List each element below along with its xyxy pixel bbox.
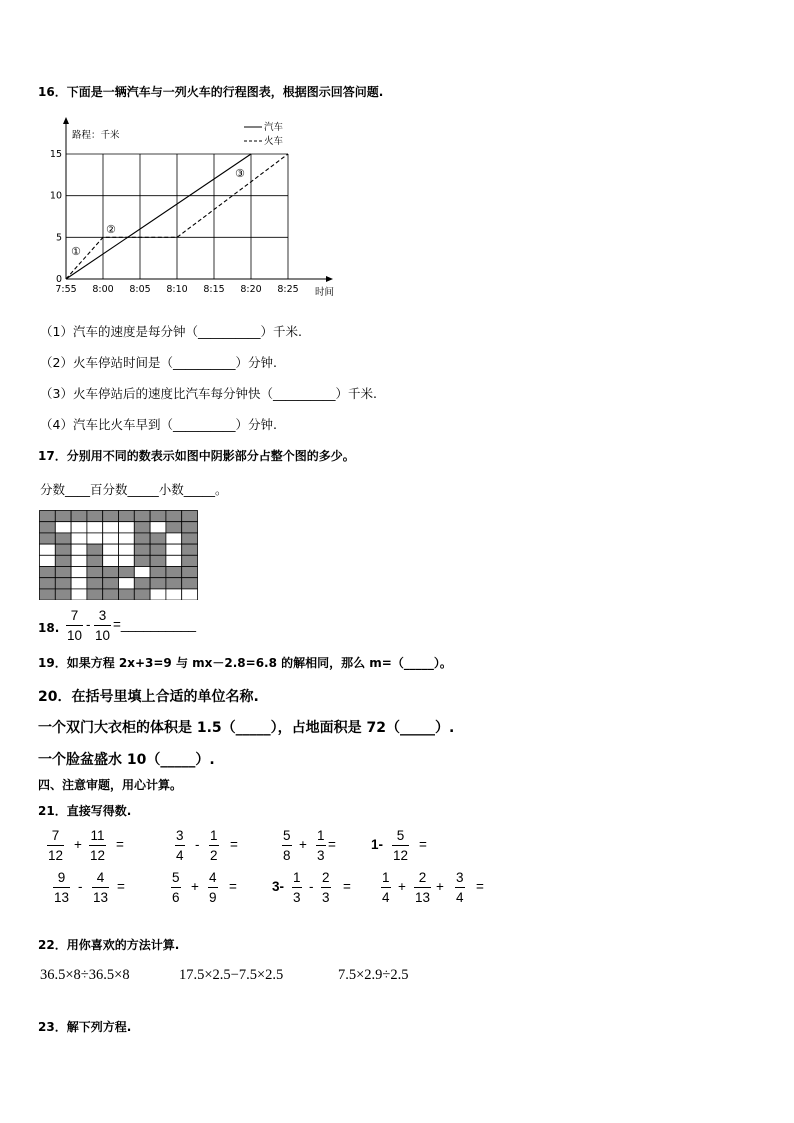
q21-r1e1-op: +	[74, 837, 82, 852]
shaded-cell	[103, 589, 119, 600]
x-tick-label: 8:00	[92, 284, 114, 295]
chart-legend	[244, 121, 284, 147]
q21-r1e1-b: 11 12	[90, 828, 106, 863]
blank-cell	[103, 522, 119, 533]
shaded-cell	[87, 544, 103, 555]
q22-expr-3: 7.5×2.9÷2.5	[338, 967, 409, 983]
shaded-cell	[40, 589, 56, 600]
q23-title: 23．解下列方程.	[38, 1020, 132, 1034]
q21-r1e2-op: -	[195, 837, 200, 852]
blank-cell	[182, 589, 198, 600]
q17-answer-line: 分数____百分数_____小数_____。	[40, 482, 228, 497]
q21-r2e3-op: -	[309, 879, 314, 894]
x-axis-label: 时间	[315, 287, 335, 298]
q16-item-4: （4）汽车比火车早到（__________）分钟.	[40, 417, 277, 432]
shaded-cell	[166, 567, 182, 578]
shaded-cell	[134, 555, 150, 566]
y-tick-label: 15	[49, 149, 62, 160]
shaded-cell	[119, 567, 135, 578]
shaded-cell	[150, 544, 166, 555]
q21-r2e4-op2: +	[436, 879, 444, 894]
q21-r1e4-eq: =	[419, 837, 427, 852]
shaded-cell	[87, 511, 103, 522]
blank-cell	[119, 522, 135, 533]
blank-cell	[103, 533, 119, 544]
shaded-cell	[166, 522, 182, 533]
blank-cell	[71, 589, 87, 600]
shaded-cell	[87, 578, 103, 589]
q18-minus: -	[86, 617, 91, 632]
shaded-cell	[166, 578, 182, 589]
q16-item-1: （1）汽车的速度是每分钟（__________）千米.	[40, 324, 302, 339]
shaded-cell	[166, 511, 182, 522]
q18-fraction-2	[94, 608, 111, 643]
blank-cell	[166, 589, 182, 600]
q21-r2e4-op1: +	[398, 879, 406, 894]
y-tick-label: 10	[49, 190, 62, 202]
shaded-cell	[119, 589, 135, 600]
shaded-cell	[55, 511, 71, 522]
q22-expr-1: 36.5×8÷36.5×8	[40, 967, 130, 983]
shaded-cell	[87, 589, 103, 600]
blank-cell	[71, 533, 87, 544]
shaded-cell	[150, 567, 166, 578]
shaded-cell	[150, 578, 166, 589]
y-tick-label: 0	[55, 274, 62, 285]
shaded-cell	[134, 522, 150, 533]
q21-r1e4-pre: 1-	[371, 837, 384, 852]
q21-r2e4-c: 3 4	[456, 870, 464, 905]
shaded-cell	[55, 578, 71, 589]
shaded-cell	[134, 511, 150, 522]
shaded-cell	[134, 544, 150, 555]
marker-2: ②	[106, 223, 116, 236]
shaded-cell	[55, 589, 71, 600]
q18-equals-blank: =__________	[113, 617, 196, 632]
q21-r2e3-eq: =	[343, 879, 351, 894]
x-tick-label: 8:25	[277, 284, 299, 295]
blank-cell	[150, 522, 166, 533]
q21-r1e3-a: 5 8	[283, 828, 291, 863]
denominator: 10	[67, 628, 83, 643]
shaded-cell	[134, 578, 150, 589]
x-tick-label: 7:55	[55, 284, 77, 295]
blank-cell	[103, 544, 119, 555]
shaded-cell	[40, 567, 56, 578]
shaded-cell	[103, 567, 119, 578]
blank-cell	[103, 555, 119, 566]
denominator: 10	[95, 628, 111, 643]
shaded-cell	[40, 578, 56, 589]
section-4-title: 四、注意审题，用心计算。	[38, 778, 183, 792]
shaded-cell	[182, 533, 198, 544]
q19-text: 19．如果方程 2x+3=9 与 mx－2.8=6.8 的解相同，那么 m=（_____）。	[38, 656, 452, 670]
q21-r2e1-eq: =	[117, 879, 125, 894]
blank-cell	[71, 567, 87, 578]
shaded-cell	[182, 555, 198, 566]
q21-r1e1-eq: =	[116, 837, 124, 852]
q18-fraction-1	[66, 608, 83, 643]
shaded-cell	[87, 555, 103, 566]
blank-cell	[71, 522, 87, 533]
blank-cell	[119, 578, 135, 589]
shaded-cell	[182, 578, 198, 589]
blank-cell	[87, 533, 103, 544]
q17-title: 17．分别用不同的数表示如图中阴影部分占整个图的多少。	[38, 449, 355, 463]
q21-r1e4-b: 5 12	[393, 828, 409, 863]
q21-title: 21．直接写得数.	[38, 804, 132, 818]
q20-title: 20．在括号里填上合适的单位名称.	[38, 689, 259, 705]
x-tick-label: 8:05	[129, 284, 151, 295]
q21-r1e3-b: 1 3	[317, 828, 325, 863]
shaded-cell	[87, 567, 103, 578]
blank-cell	[166, 555, 182, 566]
blank-cell	[40, 544, 56, 555]
q21-r2e4-a: 1 4	[382, 870, 390, 905]
shaded-cell	[55, 555, 71, 566]
blank-cell	[134, 567, 150, 578]
q21-r2e1-op: -	[78, 879, 83, 894]
q21-r2e3-b: 2 3	[322, 870, 330, 905]
blank-cell	[55, 522, 71, 533]
shaded-cell	[55, 567, 71, 578]
q21-r2e1-a: 9 13	[54, 870, 70, 905]
q21-r2e2-op: +	[191, 879, 199, 894]
blank-cell	[40, 555, 56, 566]
legend-train: 火车	[264, 136, 284, 147]
shaded-cell	[40, 533, 56, 544]
shaded-cell	[182, 511, 198, 522]
shaded-cell	[103, 578, 119, 589]
shaded-cell	[182, 522, 198, 533]
q21-r2e3-pre: 3-	[272, 879, 285, 894]
q21-r1e1-a: 7 12	[48, 828, 64, 863]
blank-cell	[119, 555, 135, 566]
q21-r1e2-a: 3 4	[176, 828, 184, 863]
blank-cell	[87, 522, 103, 533]
numerator: 3	[98, 608, 107, 623]
q22-title: 22．用你喜欢的方法计算.	[38, 938, 180, 952]
shaded-cell	[40, 522, 56, 533]
q18-label: 18.	[38, 621, 60, 635]
q21-r2e4-b: 2 13	[415, 870, 431, 905]
blank-cell	[71, 544, 87, 555]
q21-r2e4-eq: =	[476, 879, 484, 894]
x-tick-label: 8:15	[203, 284, 225, 295]
shaded-cell	[55, 544, 71, 555]
numerator: 7	[70, 608, 79, 623]
q21-r1e2-b: 1 2	[210, 828, 218, 863]
q21-r2e2-a: 5 6	[172, 870, 180, 905]
q21-r2e3-a: 1 3	[293, 870, 301, 905]
q21-r2e2-eq: =	[229, 879, 237, 894]
q20-line-1: 一个双门大衣柜的体积是 1.5（_____），占地面积是 72（_____）.	[38, 720, 455, 736]
shaded-grid-figure	[39, 510, 199, 600]
chart-grid	[66, 154, 288, 279]
q22-expr-2: 17.5×2.5−7.5×2.5	[179, 967, 284, 983]
q20-line-2: 一个脸盆盛水 10（_____）.	[38, 752, 215, 768]
blank-cell	[166, 544, 182, 555]
y-tick-label: 5	[55, 232, 62, 244]
shaded-cell	[182, 544, 198, 555]
x-tick-label: 8:20	[240, 284, 262, 295]
q21-r1e3-eq: =	[328, 837, 336, 852]
x-tick-label: 8:10	[166, 284, 188, 295]
shaded-cell	[150, 511, 166, 522]
shaded-cell	[40, 511, 56, 522]
q21-r2e2-b: 4 9	[209, 870, 217, 905]
blank-cell	[119, 533, 135, 544]
shaded-cell	[55, 533, 71, 544]
blank-cell	[71, 578, 87, 589]
shaded-cell	[119, 511, 135, 522]
blank-cell	[71, 555, 87, 566]
shaded-cell	[71, 511, 87, 522]
y-axis-label: 路程：千米	[72, 130, 120, 141]
shaded-cell	[182, 567, 198, 578]
shaded-cell	[103, 511, 119, 522]
shaded-cell	[150, 533, 166, 544]
shaded-cell	[134, 533, 150, 544]
q16-title: 16．下面是一辆汽车与一列火车的行程图表，根据图示回答问题.	[38, 85, 384, 99]
q16-item-2: （2）火车停站时间是（__________）分钟.	[40, 355, 277, 370]
shaded-cell	[150, 555, 166, 566]
blank-cell	[150, 589, 166, 600]
q16-item-3: （3）火车停站后的速度比汽车每分钟快（__________）千米.	[40, 386, 377, 401]
q21-r1e2-eq: =	[230, 837, 238, 852]
q21-r1e3-op: +	[299, 837, 307, 852]
marker-1: ①	[71, 245, 81, 258]
blank-cell	[166, 533, 182, 544]
legend-car: 汽车	[264, 122, 284, 133]
q21-r2e1-b: 4 13	[93, 870, 109, 905]
blank-cell	[119, 544, 135, 555]
shaded-cell	[134, 589, 150, 600]
car-series-line	[66, 154, 251, 279]
distance-time-chart	[38, 112, 338, 302]
marker-3: ③	[235, 167, 245, 180]
